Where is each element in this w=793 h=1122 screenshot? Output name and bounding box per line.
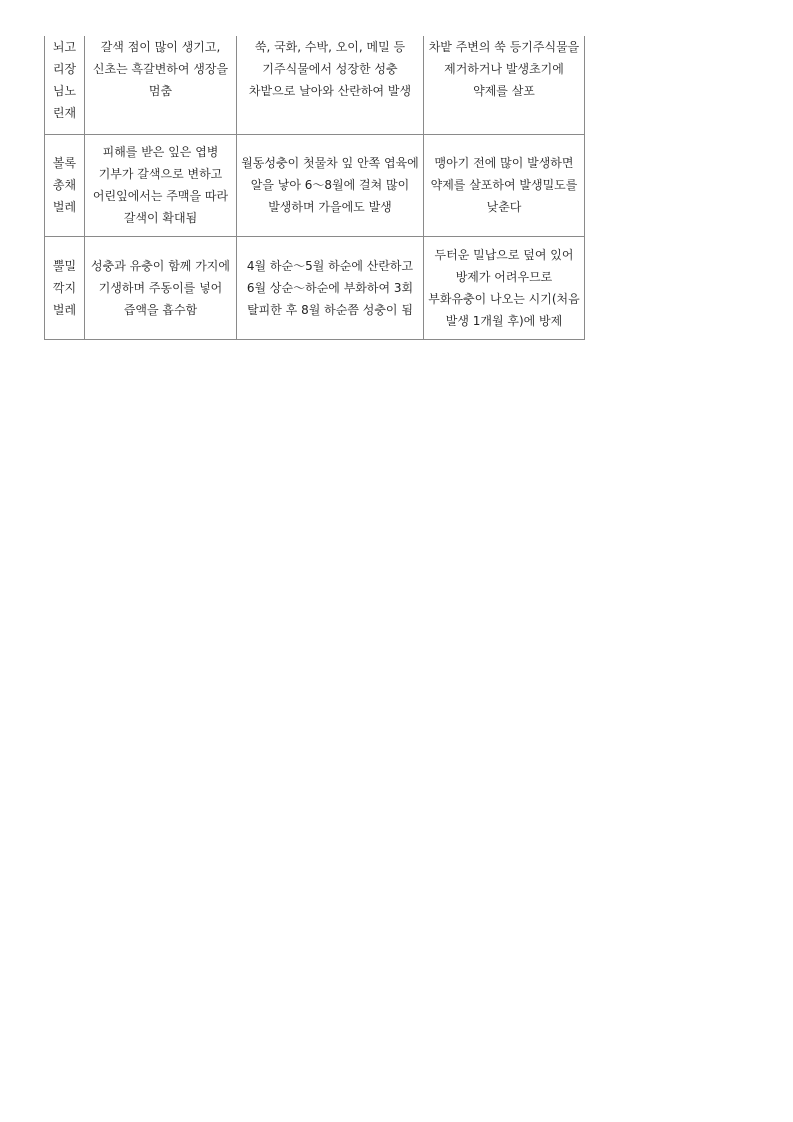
control-cell: 차밭 주변의 쑥 등기주식물을 제거하거나 발생초기에 약제를 살포 <box>424 36 585 134</box>
table-row <box>45 36 585 134</box>
table-row <box>45 236 585 339</box>
ecology-cell: 4월 하순～5월 하순에 산란하고 6월 상순～하순에 부화하여 3회 탈피한 후 8월 하순쯤 성충이 됨 <box>237 236 424 339</box>
symptom-cell: 갈색 점이 많이 생기고, 신초는 흑갈변하여 생장을 멈춤 <box>85 36 237 134</box>
ecology-cell: 쑥, 국화, 수박, 오이, 메밀 등 기주식물에서 성장한 성충 차밭으로 날아와 산란하여 발생 <box>237 36 424 134</box>
symptom-cell: 피해를 받은 잎은 엽병 기부가 갈색으로 변하고 어린잎에서는 주맥을 따라 갈색이 확대됨 <box>85 134 237 236</box>
control-cell: 맹아기 전에 많이 발생하면 약제를 살포하여 발생밀도를 낮춘다 <box>424 134 585 236</box>
pest-name-cell: 뿔밀 깍지 벌레 <box>45 236 85 339</box>
pest-control-table <box>44 36 585 340</box>
table-row <box>45 134 585 236</box>
pest-name-cell: 볼록 총채 벌레 <box>45 134 85 236</box>
pest-name-cell: 뇌고 리장 님노 린재 <box>45 36 85 134</box>
control-cell: 두터운 밀납으로 덮여 있어 방제가 어려우므로 부화유충이 나오는 시기(처음 발생 1개월 후)에 방제 <box>424 236 585 339</box>
ecology-cell: 월동성충이 첫물차 잎 안쪽 엽육에 알을 낳아 6～8월에 걸쳐 많이 발생하며 가을에도 발생 <box>237 134 424 236</box>
symptom-cell: 성충과 유충이 함께 가지에 기생하며 주동이를 넣어 즙액을 흡수함 <box>85 236 237 339</box>
